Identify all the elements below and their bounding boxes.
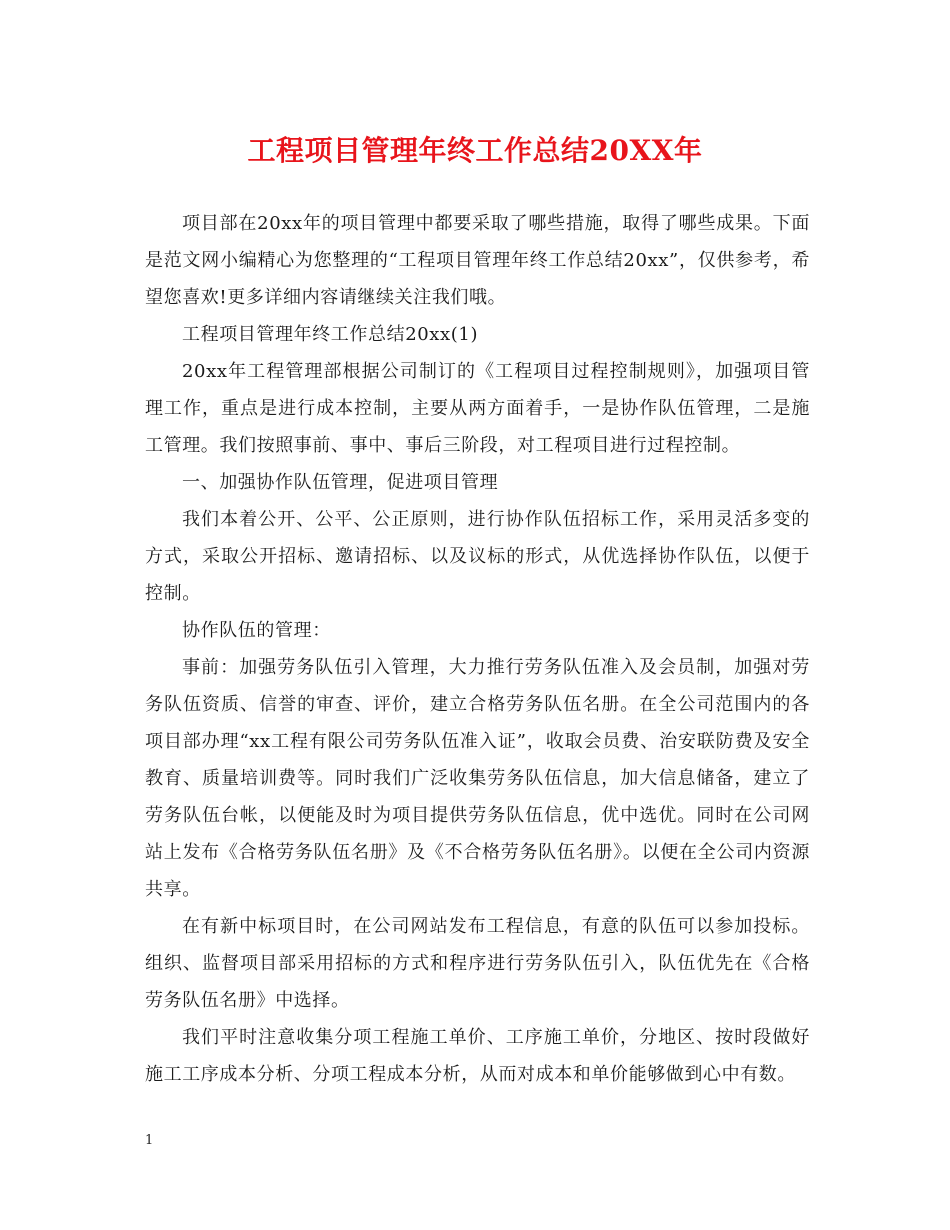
document-title: 工程项目管理年终工作总结20XX年 bbox=[247, 134, 703, 167]
document-body bbox=[145, 205, 810, 1093]
paragraph-bidding: 我们本着公开、公平、公正原则，进行协作队伍招标工作，采用灵活多变的方式，采取公开招标、邀请招标、以及议标的形式，从优选择协作队伍，以便于控制。 bbox=[145, 509, 810, 604]
paragraph-section-title: 工程项目管理年终工作总结20xx(1) bbox=[182, 324, 479, 345]
paragraph-cost-analysis: 我们平时注意收集分项工程施工单价、工序施工单价，分地区、按时段做好施工工序成本分析、分项工程成本分析，从而对成本和单价能够做到心中有数。 bbox=[145, 1027, 810, 1085]
page-number: 1 bbox=[145, 1133, 154, 1148]
paragraph-new-projects: 在有新中标项目时，在公司网站发布工程信息，有意的队伍可以参加投标。组织、监督项目部采用招标的方式和程序进行劳务队伍引入，队伍优先在《合格劳务队伍名册》中选择。 bbox=[145, 916, 810, 1011]
paragraph-beforehand: 事前：加强劳务队伍引入管理，大力推行劳务队伍准入及会员制，加强对劳务队伍资质、信誉的审查、评价，建立合格劳务队伍名册。在全公司范围内的各项目部办理“xx工程有限公司劳务队伍准入证”，收取会员费、治安联防费及安全教育、质量培训费等。同时我们广泛收集劳务队伍信息，加大信息储备，建立了劳务队伍台帐，以便能及时为项目提供劳务队伍信息，优中选优。同时在公司网站上发布《合格劳务队伍名册》及《不合格劳务队伍名册》。以便在全公司内资源共享。 bbox=[145, 657, 810, 900]
paragraph-overview: 20xx年工程管理部根据公司制订的《工程项目过程控制规则》，加强项目管理工作，重点是进行成本控制，主要从两方面着手，一是协作队伍管理，二是施工管理。我们按照事前、事中、事后三阶段，对工程项目进行过程控制。 bbox=[145, 361, 810, 456]
paragraph-heading-one: 一、加强协作队伍管理，促进项目管理 bbox=[182, 472, 499, 493]
paragraph-intro: 项目部在20xx年的项目管理中都要采取了哪些措施，取得了哪些成果。下面是范文网小编精心为您整理的“工程项目管理年终工作总结20xx”，仅供参考，希望您喜欢!更多详细内容请继续关注我们哦。 bbox=[145, 213, 810, 308]
paragraph-team-management: 协作队伍的管理： bbox=[182, 620, 331, 641]
